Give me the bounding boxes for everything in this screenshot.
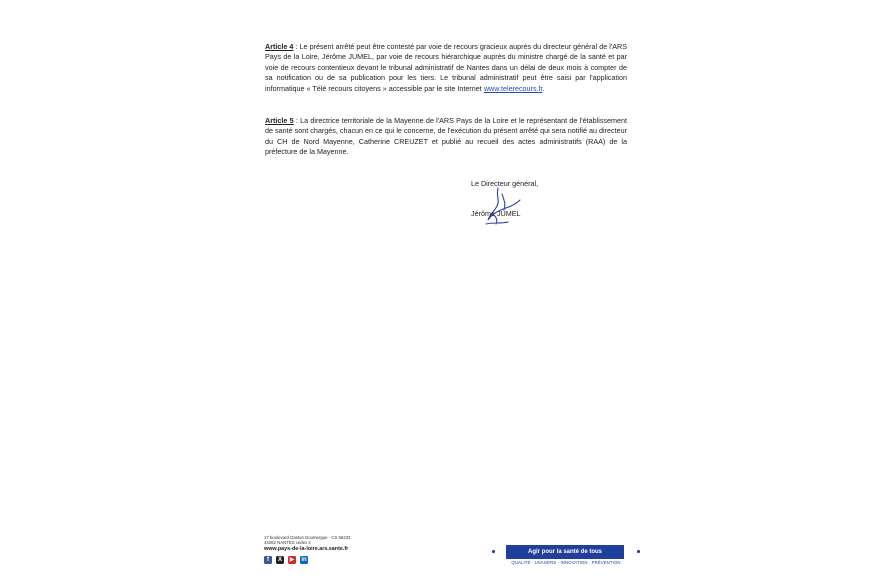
linkedin-icon[interactable]: in <box>301 557 307 563</box>
article-5-text: : La directrice territoriale de la Mayenne de l'ARS Pays de la Loire et le représentant de l'établissement de santé sont chargés, chacun en ce qui le concerne, de l'exécution du présent arrêté qui sera notifié au directeur du CH de Nord Mayenne, Catherine CREUZET et publié au recueil des actes administratifs (RAA) de la préfecture de la Mayenne. <box>265 116 627 157</box>
signatory-title: Le Directeur général, <box>471 179 539 188</box>
decorative-dot-right <box>637 550 640 553</box>
x-icon[interactable]: X <box>277 557 282 563</box>
address-line-2: 44262 NANTES cedex 2 <box>264 540 311 545</box>
telerecours-link[interactable]: www.telerecours.fr <box>483 83 543 93</box>
facebook-icon[interactable]: f <box>264 556 272 564</box>
social-icons <box>264 556 308 564</box>
handwritten-signature <box>470 184 530 229</box>
address-line-1: 17 boulevard Gaston Doumergue - CS 56233 <box>264 535 351 540</box>
footer-website[interactable]: www.pays-de-la-loire.ars.sante.fr <box>264 546 349 552</box>
slogan-banner: Agir pour la santé de tous <box>506 545 624 559</box>
article-5-title: Article 5 <box>265 116 294 125</box>
youtube-icon[interactable]: ▶ <box>289 557 295 563</box>
footer-address <box>264 535 350 545</box>
article-4-title: Article 4 <box>265 42 294 51</box>
signatory-name: Jérôme JUMEL <box>471 209 521 218</box>
article-5-paragraph <box>265 116 627 158</box>
article-4-text: : Le présent arrêté peut être contesté par voie de recours gracieux auprès du directeur général de l'ARS Pays de la Loire, Jérôme JUMEL, par voie de recours hiérarchique auprès du ministre chargé de la santé et par voie de recours contentieux devant le tribunal administratif de Nantes dans un délai de deux mois à compter de sa notification ou de sa publication pour les tiers. Le tribunal administratif peut être saisi par l'application informatique « Télé recours citoyens » accessible par le site Internet <box>265 42 627 93</box>
decorative-dot-left <box>492 550 495 553</box>
article-4-end: . <box>542 83 545 93</box>
article-4-paragraph <box>265 42 627 94</box>
slogan-values: QUALITÉ · USAGERS · INNOVATION · PRÉVENTION <box>511 560 621 565</box>
